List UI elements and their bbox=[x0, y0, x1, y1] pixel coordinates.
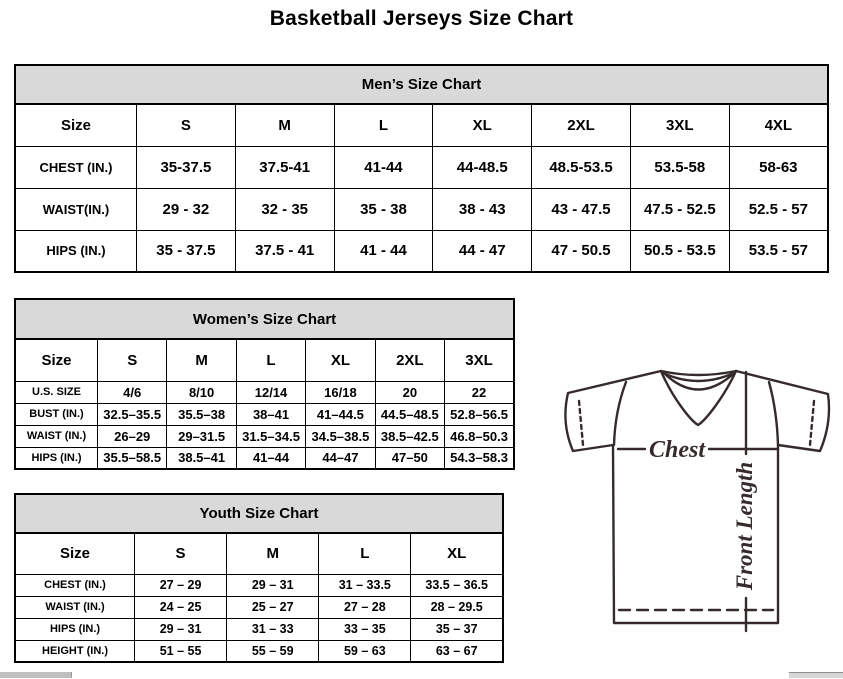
table-row bbox=[15, 640, 503, 662]
table-row bbox=[15, 574, 503, 596]
size-cell: 47.5 - 52.5 bbox=[630, 188, 729, 230]
size-cell: 52.5 - 57 bbox=[729, 188, 828, 230]
jersey-diagram-svg bbox=[556, 360, 838, 662]
size-cell: 8/10 bbox=[167, 381, 236, 403]
size-cell: 44-48.5 bbox=[433, 146, 532, 188]
size-cell: 29 – 31 bbox=[135, 618, 227, 640]
jersey-left-sleeve-dash bbox=[579, 401, 583, 445]
table-row bbox=[15, 425, 514, 447]
size-cell: 31 – 33 bbox=[227, 618, 319, 640]
size-table bbox=[14, 338, 515, 470]
table-row bbox=[15, 188, 828, 230]
column-header: M bbox=[227, 533, 319, 574]
size-cell: 22 bbox=[445, 381, 514, 403]
size-cell: 25 – 27 bbox=[227, 596, 319, 618]
table-row bbox=[15, 381, 514, 403]
row-label: WAIST(IN.) bbox=[15, 188, 137, 230]
size-cell: 35 - 37.5 bbox=[137, 230, 236, 272]
size-cell: 32.5–35.5 bbox=[98, 403, 167, 425]
column-header: S bbox=[98, 339, 167, 381]
size-cell: 53.5 - 57 bbox=[729, 230, 828, 272]
size-cell: 35 - 38 bbox=[334, 188, 433, 230]
chest-label: Chest bbox=[648, 437, 706, 463]
size-cell: 29–31.5 bbox=[167, 425, 236, 447]
table-row bbox=[15, 618, 503, 640]
page-title: Basketball Jerseys Size Chart bbox=[269, 7, 574, 30]
column-header: L bbox=[334, 104, 433, 146]
row-label: HIPS (IN.) bbox=[15, 447, 98, 469]
horizontal-scrollbar-fragment-left[interactable] bbox=[0, 672, 72, 678]
row-label: HIPS (IN.) bbox=[15, 230, 137, 272]
column-header: XL bbox=[306, 339, 375, 381]
jersey-right-sleeve-dash bbox=[810, 401, 814, 445]
size-cell: 31 – 33.5 bbox=[319, 574, 411, 596]
column-header: 2XL bbox=[532, 104, 631, 146]
column-header: 2XL bbox=[375, 339, 444, 381]
size-cell: 53.5-58 bbox=[630, 146, 729, 188]
size-cell: 47–50 bbox=[375, 447, 444, 469]
jersey-outline bbox=[565, 371, 829, 623]
column-header: S bbox=[135, 533, 227, 574]
size-cell: 33.5 – 36.5 bbox=[411, 574, 503, 596]
womens-size-table bbox=[14, 338, 515, 470]
jersey-left-sleeve-seam bbox=[614, 382, 626, 445]
mens-size-chart-title: Men’s Size Chart bbox=[14, 64, 829, 103]
youth-size-table bbox=[14, 532, 504, 663]
size-cell: 35.5–38 bbox=[167, 403, 236, 425]
column-header: L bbox=[236, 339, 305, 381]
front-length-label: Front Length bbox=[732, 461, 757, 591]
column-header: 4XL bbox=[729, 104, 828, 146]
size-cell: 41-44 bbox=[334, 146, 433, 188]
size-cell: 63 – 67 bbox=[411, 640, 503, 662]
column-header: XL bbox=[411, 533, 503, 574]
size-cell: 46.8–50.3 bbox=[445, 425, 514, 447]
size-cell: 41 - 44 bbox=[334, 230, 433, 272]
column-header: Size bbox=[15, 339, 98, 381]
table-row bbox=[15, 447, 514, 469]
column-header: Size bbox=[15, 533, 135, 574]
size-cell: 34.5–38.5 bbox=[306, 425, 375, 447]
size-header-row bbox=[15, 104, 828, 146]
size-cell: 32 - 35 bbox=[235, 188, 334, 230]
womens-size-chart-section bbox=[14, 298, 515, 470]
size-cell: 26–29 bbox=[98, 425, 167, 447]
size-cell: 35-37.5 bbox=[137, 146, 236, 188]
table-row bbox=[15, 596, 503, 618]
size-cell: 37.5 - 41 bbox=[235, 230, 334, 272]
column-header: S bbox=[137, 104, 236, 146]
size-cell: 27 – 29 bbox=[135, 574, 227, 596]
size-cell: 24 – 25 bbox=[135, 596, 227, 618]
size-cell: 48.5-53.5 bbox=[532, 146, 631, 188]
size-cell: 43 - 47.5 bbox=[532, 188, 631, 230]
size-cell: 27 – 28 bbox=[319, 596, 411, 618]
jersey-right-sleeve-seam bbox=[769, 382, 778, 445]
column-header: M bbox=[235, 104, 334, 146]
row-label: HEIGHT (IN.) bbox=[15, 640, 135, 662]
size-cell: 4/6 bbox=[98, 381, 167, 403]
size-cell: 38.5–42.5 bbox=[375, 425, 444, 447]
jersey-measurement-diagram bbox=[556, 360, 838, 662]
size-cell: 55 – 59 bbox=[227, 640, 319, 662]
column-header: 3XL bbox=[445, 339, 514, 381]
row-label: WAIST (IN.) bbox=[15, 425, 98, 447]
size-cell: 47 - 50.5 bbox=[532, 230, 631, 272]
size-cell: 20 bbox=[375, 381, 444, 403]
column-header: L bbox=[319, 533, 411, 574]
size-cell: 31.5–34.5 bbox=[236, 425, 305, 447]
size-cell: 59 – 63 bbox=[319, 640, 411, 662]
size-cell: 38 - 43 bbox=[433, 188, 532, 230]
size-cell: 35 – 37 bbox=[411, 618, 503, 640]
size-cell: 58-63 bbox=[729, 146, 828, 188]
size-header-row bbox=[15, 533, 503, 574]
size-cell: 44.5–48.5 bbox=[375, 403, 444, 425]
size-cell: 28 – 29.5 bbox=[411, 596, 503, 618]
column-header: M bbox=[167, 339, 236, 381]
size-table bbox=[14, 103, 829, 273]
table-row bbox=[15, 403, 514, 425]
row-label: U.S. SIZE bbox=[15, 381, 98, 403]
size-cell: 29 – 31 bbox=[227, 574, 319, 596]
size-table bbox=[14, 532, 504, 663]
row-label: CHEST (IN.) bbox=[15, 146, 137, 188]
size-cell: 37.5-41 bbox=[235, 146, 334, 188]
jersey-collar-back bbox=[661, 371, 736, 375]
column-header: Size bbox=[15, 104, 137, 146]
size-cell: 44–47 bbox=[306, 447, 375, 469]
row-label: HIPS (IN.) bbox=[15, 618, 135, 640]
size-cell: 41–44.5 bbox=[306, 403, 375, 425]
size-cell: 33 – 35 bbox=[319, 618, 411, 640]
row-label: BUST (IN.) bbox=[15, 403, 98, 425]
column-header: 3XL bbox=[630, 104, 729, 146]
column-header: XL bbox=[433, 104, 532, 146]
size-cell: 41–44 bbox=[236, 447, 305, 469]
size-cell: 38–41 bbox=[236, 403, 305, 425]
size-cell: 51 – 55 bbox=[135, 640, 227, 662]
size-cell: 50.5 - 53.5 bbox=[630, 230, 729, 272]
row-label: WAIST (IN.) bbox=[15, 596, 135, 618]
youth-size-chart-section bbox=[14, 493, 504, 663]
size-cell: 52.8–56.5 bbox=[445, 403, 514, 425]
size-header-row bbox=[15, 339, 514, 381]
table-row bbox=[15, 146, 828, 188]
horizontal-scrollbar-fragment-right[interactable] bbox=[789, 672, 843, 678]
row-label: CHEST (IN.) bbox=[15, 574, 135, 596]
size-cell: 38.5–41 bbox=[167, 447, 236, 469]
size-cell: 35.5–58.5 bbox=[98, 447, 167, 469]
womens-size-chart-title: Women’s Size Chart bbox=[14, 298, 515, 338]
mens-size-chart-section bbox=[14, 64, 829, 273]
size-cell: 16/18 bbox=[306, 381, 375, 403]
size-cell: 54.3–58.3 bbox=[445, 447, 514, 469]
size-cell: 29 - 32 bbox=[137, 188, 236, 230]
size-cell: 44 - 47 bbox=[433, 230, 532, 272]
youth-size-chart-title: Youth Size Chart bbox=[14, 493, 504, 532]
mens-size-table bbox=[14, 103, 829, 273]
table-row bbox=[15, 230, 828, 272]
size-cell: 12/14 bbox=[236, 381, 305, 403]
